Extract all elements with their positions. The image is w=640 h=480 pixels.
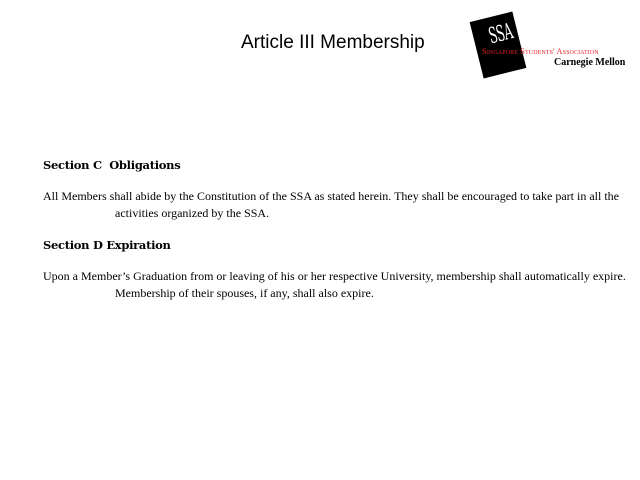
- ssa-logo: [474, 8, 634, 80]
- section-c: [43, 157, 635, 222]
- article-body: [43, 157, 635, 317]
- section-c-id: Section C: [43, 158, 102, 172]
- logo-university-name: Carnegie Mellon: [554, 57, 626, 68]
- section-d-id: Section D: [43, 238, 103, 252]
- section-d-name: Expiration: [106, 238, 171, 252]
- logo-monogram: SSA: [486, 19, 516, 50]
- section-d: [43, 237, 635, 302]
- section-d-text: Upon a Member’s Graduation from or leaving of his or her respective University, membership shall automatically expire. Membership of their spouses, if any, shall also expire.: [43, 269, 626, 300]
- section-c-text: All Members shall abide by the Constitution of the SSA as stated herein. They shall be encouraged to take part in all the activities organized by the SSA.: [43, 189, 619, 220]
- section-d-heading: [43, 237, 635, 254]
- logo-association-name: Singapore Students' Association: [482, 46, 599, 56]
- section-c-name: Obligations: [109, 158, 181, 172]
- section-c-heading: [43, 157, 635, 174]
- page-title: Article III Membership: [241, 32, 425, 53]
